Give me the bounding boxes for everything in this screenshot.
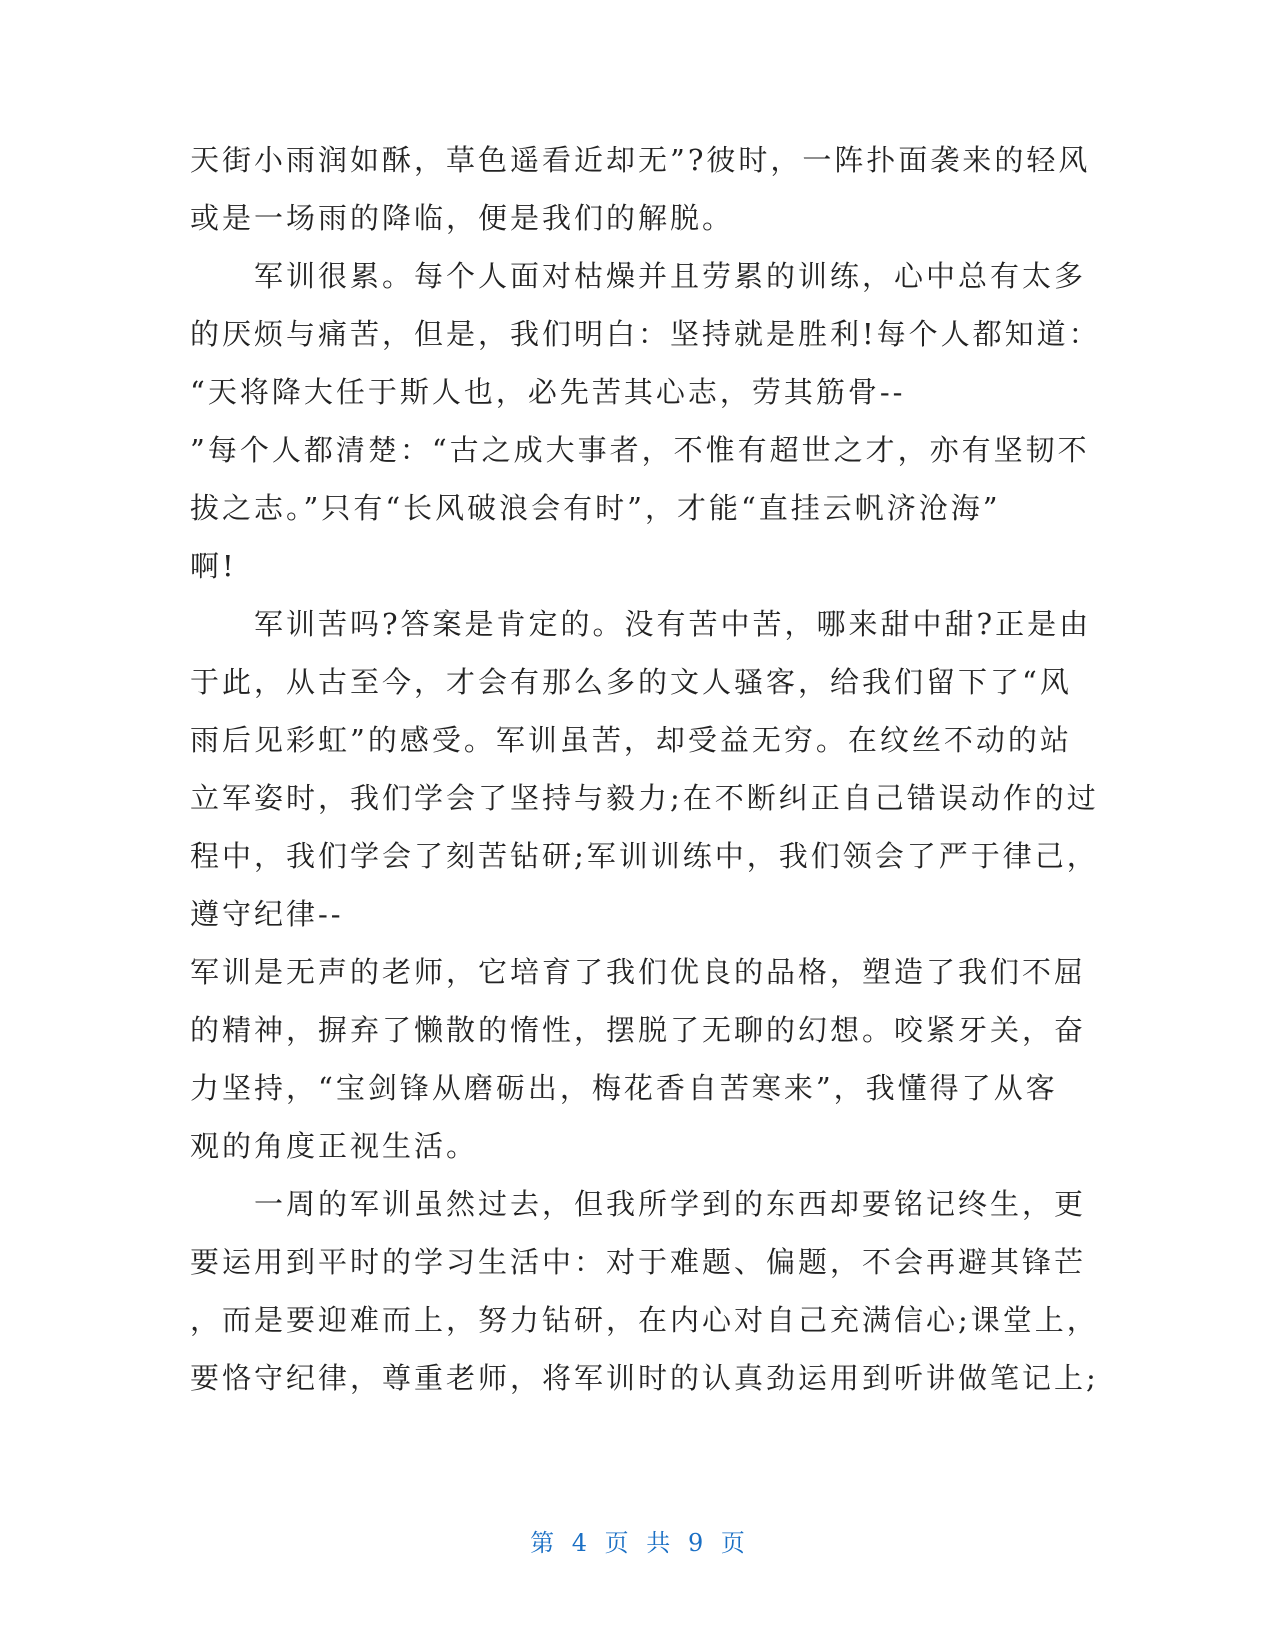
page-number-footer: 第 4 页 共 9 页 [530, 1529, 745, 1557]
text-line-8: 啊! [190, 549, 237, 583]
text-line-22: 要恪守纪律，尊重老师，将军训时的认真劲运用到听讲做笔记上; [190, 1361, 1099, 1395]
text-line-3: 军训很累。每个人面对枯燥并且劳累的训练，心中总有太多 [190, 259, 1087, 293]
text-line-7: 拔之志。”只有“长风破浪会有时”，才能“直挂云帆济沧海” [190, 491, 1001, 525]
text-line-17: 力坚持，“宝剑锋从磨砺出，梅花香自苦寒来”，我懂得了从客 [190, 1071, 1058, 1105]
text-line-19: 一周的军训虽然过去，但我所学到的东西却要铭记终生，更 [190, 1187, 1087, 1221]
text-line-4: 的厌烦与痛苦，但是，我们明白：坚持就是胜利!每个人都知道： [190, 317, 1101, 351]
text-line-1: 天街小雨润如酥，草色遥看近却无”?彼时，一阵扑面袭来的轻风 [190, 143, 1091, 177]
text-line-16: 的精神，摒弃了懒散的惰性，摆脱了无聊的幻想。咬紧牙关，奋 [190, 1013, 1087, 1047]
text-line-13: 程中，我们学会了刻苦钻研;军训训练中，我们领会了严于律己， [190, 839, 1099, 873]
text-line-15: 军训是无声的老师，它培育了我们优良的品格，塑造了我们不屈 [190, 955, 1087, 989]
text-line-10: 于此，从古至今，才会有那么多的文人骚客，给我们留下了“风 [190, 665, 1072, 699]
text-line-21: ，而是要迎难而上，努力钻研，在内心对自己充满信心;课堂上， [190, 1303, 1099, 1337]
text-line-11: 雨后见彩虹”的感受。军训虽苦，却受益无穷。在纹丝不动的站 [190, 723, 1072, 757]
text-line-12: 立军姿时，我们学会了坚持与毅力;在不断纠正自己错误动作的过 [190, 781, 1099, 815]
text-line-6: ”每个人都清楚：“古之成大事者，不惟有超世之才，亦有坚韧不 [190, 433, 1090, 467]
text-line-9: 军训苦吗?答案是肯定的。没有苦中苦，哪来甜中甜?正是由 [190, 607, 1092, 641]
text-line-2: 或是一场雨的降临，便是我们的解脱。 [190, 201, 735, 235]
text-line-14: 遵守纪律-- [190, 897, 344, 931]
text-line-5: “天将降大任于斯人也，必先苦其心志，劳其筋骨-- [190, 375, 906, 409]
text-line-20: 要运用到平时的学习生活中：对于难题、偏题，不会再避其锋芒 [190, 1245, 1087, 1279]
text-line-18: 观的角度正视生活。 [190, 1129, 479, 1163]
